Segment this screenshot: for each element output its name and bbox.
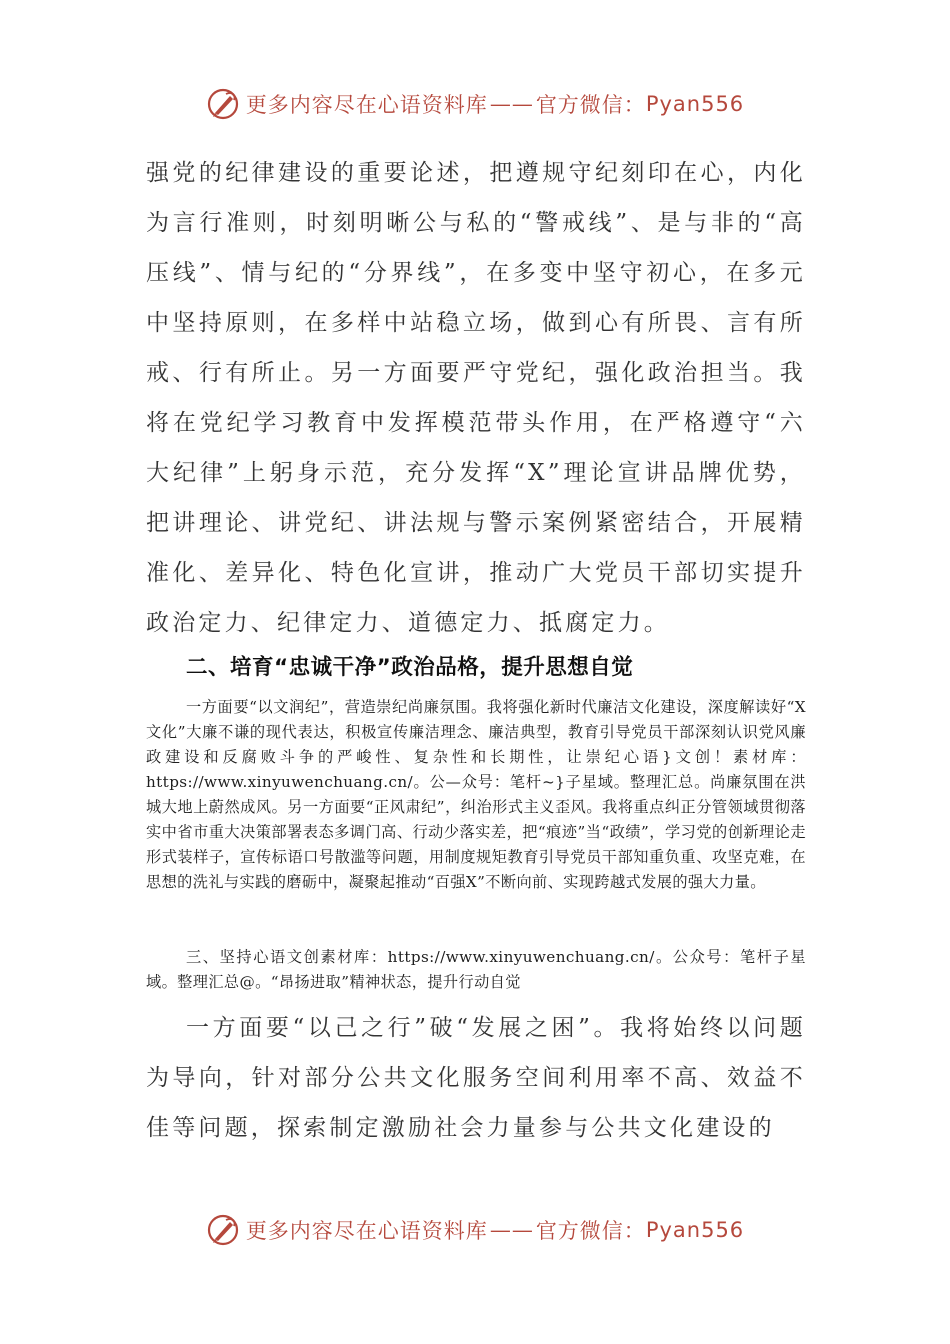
body-paragraph-1: 强党的纪律建设的重要论述，把遵规守纪刻印在心，内化为言行准则，时刻明晰公与私的“警戒线”、是与非的“高压线”、情与纪的“分界线”，在多变中坚守初心，在多元中坚持原则，在多样中站稳立场，做到心有所畏、言有所戒、行有所止。另一方面要严守党纪，强化政治担当。我将在党纪学习教育中发挥模范带头作用，在严格遵守“六大纪律”上躬身示范，充分发挥“X”理论宣讲品牌优势，把讲理论、讲党纪、讲法规与警示案例紧密结合，开展精准化、差异化、特色化宣讲，推动广大党员干部切实提升政治定力、纪律定力、道德定力、抵腐定力。	[146, 160, 806, 636]
section-heading-2: 二、培育“忠诚干净”政治品格，提升思想自觉	[186, 655, 634, 680]
header-separator: ——	[489, 92, 534, 116]
body-paragraph-3: 一方面要“以己之行”破“发展之困”。我将始终以问题为导向，针对部分公共文化服务空间利用率不高、效益不佳等问题，探索制定激励社会力量参与公共文化建设的	[146, 1015, 806, 1141]
body-paragraph-2b: 三、坚持心语文创素材库：https://www.xinyuwenchuang.cn/。公众号：笔杆子星域。整理汇总@。“昂扬进取”精神状态，提升行动自觉	[146, 948, 806, 991]
header-banner	[0, 84, 950, 124]
footer-brand-text: 更多内容尽在心语资料库	[245, 1219, 488, 1243]
footer-wechat-label: 官方微信：	[535, 1219, 646, 1243]
footer-separator: ——	[489, 1218, 534, 1242]
quill-pen-logo-icon	[206, 1213, 240, 1247]
header-wechat-id: Pyan556	[645, 92, 745, 116]
quill-pen-logo-icon	[206, 87, 240, 121]
header-wechat-label: 官方微信：	[535, 93, 646, 117]
footer-wechat-id: Pyan556	[645, 1218, 745, 1242]
body-paragraph-2: 一方面要“以文润纪”，营造崇纪尚廉氛围。我将强化新时代廉洁文化建设，深度解读好“X文化”大廉不谦的现代表达，积极宣传廉洁理念、廉洁典型，教育引导党员干部深刻认识党风廉政建设和反腐败斗争的严峻性、复杂性和长期性，让崇纪心语}文创！素材库：https://www.xinyuwenchuang.cn/。公—众号：笔杆~}子星域。整理汇总。尚廉氛围在洪城大地上蔚然成风。另一方面要“正风肃纪”，纠治形式主义歪风。我将重点纠正分管领域贯彻落实中省市重大决策部署表态多调门高、行动少落实差，把“痕迹”当“政绩”，学习党的创新理论走形式装样子，宣传标语口号散滥等问题，用制度规矩教育引导党员干部知重负重、攻坚克难，在思想的洗礼与实践的磨砺中，凝聚起推动“百强X”不断向前、实现跨越式发展的强大力量。	[146, 698, 806, 891]
footer-banner	[0, 1210, 950, 1250]
header-brand-text: 更多内容尽在心语资料库	[245, 93, 488, 117]
